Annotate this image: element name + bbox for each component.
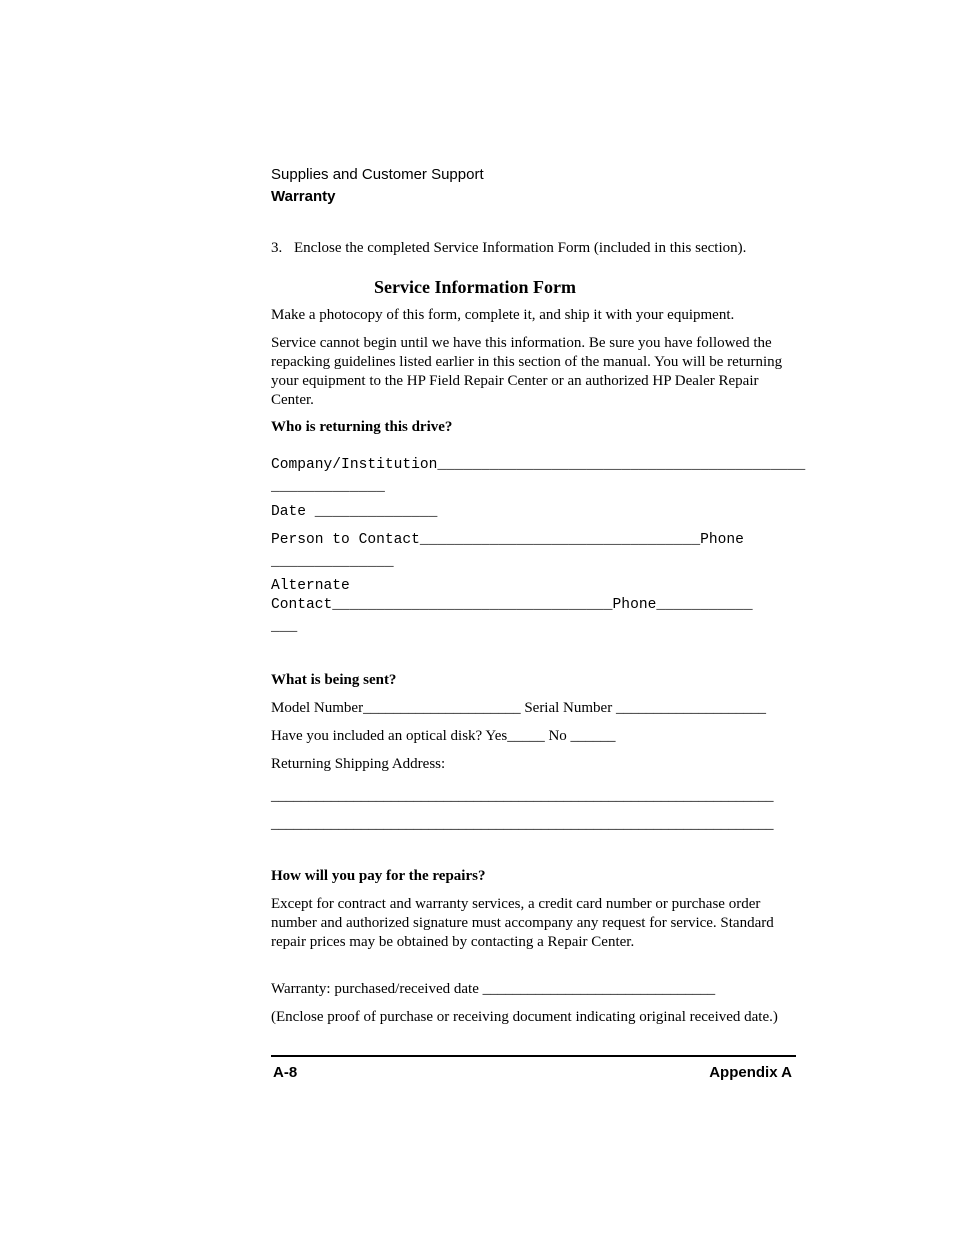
page-number: A-8	[273, 1064, 298, 1081]
appendix-label: Appendix A	[709, 1064, 792, 1081]
who-heading: Who is returning this drive?	[271, 419, 453, 435]
shipping-address-label: Returning Shipping Address:	[271, 756, 446, 772]
running-header-subsection: Warranty	[271, 188, 336, 205]
person-phone-field[interactable]: ______________	[271, 554, 394, 570]
shipping-address-line-2[interactable]: ___________________________________________________________________	[271, 816, 774, 832]
step-number: 3.	[271, 240, 283, 256]
alternate-contact-field[interactable]: Contact________________________________Phone___________	[271, 597, 753, 613]
alternate-phone-field-continued[interactable]: ___	[271, 619, 298, 635]
form-title: Service Information Form	[374, 277, 576, 297]
enclose-proof-note: (Enclose proof of purchase or receiving document indicating original received date.)	[271, 1009, 778, 1025]
pay-text: Except for contract and warranty services, a credit card number or purchase order number and authorized signature must accompany any request for service. Standard repair prices may be obtained by contacting a Repair Center.	[271, 896, 774, 950]
model-serial-field[interactable]: Model Number_____________________ Serial Number ____________________	[271, 700, 766, 716]
form-intro: Make a photocopy of this form, complete it, and ship it with your equipment.	[271, 307, 735, 323]
pay-heading: How will you pay for the repairs?	[271, 868, 486, 884]
warranty-date-field[interactable]: Warranty: purchased/received date _______________________________	[271, 981, 716, 997]
company-field[interactable]: Company/Institution__________________________________________	[271, 457, 806, 473]
alternate-label: Alternate	[271, 578, 350, 594]
step-text: Enclose the completed Service Information Form (included in this section).	[294, 240, 747, 256]
shipping-address-line-1[interactable]: ___________________________________________________________________	[271, 788, 774, 804]
company-field-continued[interactable]: _____________	[271, 479, 385, 495]
person-to-contact-field[interactable]: Person to Contact________________________________Phone	[271, 532, 744, 548]
form-notice: Service cannot begin until we have this information. Be sure you have followed the repacking guidelines listed earlier in this section of the manual. You will be returning your equipment to the HP Field Repair Center or an authorized HP Dealer Repair Center.	[271, 335, 783, 408]
date-field[interactable]: Date ______________	[271, 504, 438, 520]
optical-disk-question[interactable]: Have you included an optical disk? Yes_____ No ______	[271, 728, 616, 744]
what-heading: What is being sent?	[271, 672, 397, 688]
running-header-section: Supplies and Customer Support	[271, 166, 484, 183]
footer-rule	[271, 1055, 796, 1057]
